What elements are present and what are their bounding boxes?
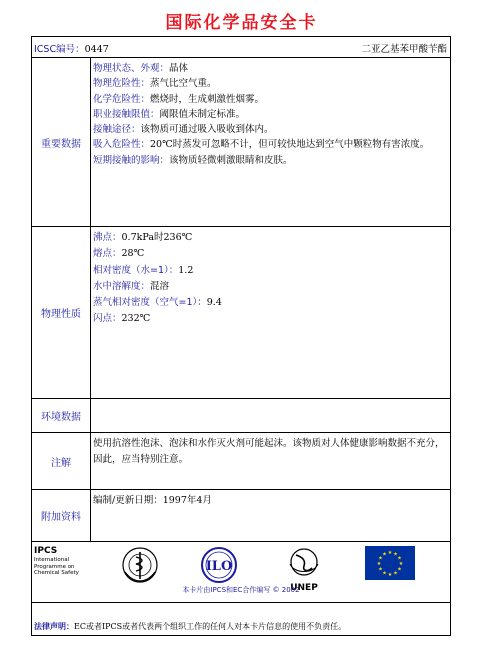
section-notes bbox=[32, 433, 450, 490]
section-important-data bbox=[32, 58, 450, 227]
section-content bbox=[91, 490, 450, 541]
prop-boiling-point: 沸点：0.7kPa时236℃ bbox=[93, 232, 193, 243]
eu-star-icon: ★ bbox=[382, 551, 387, 558]
section-label: 环境数据 bbox=[32, 399, 91, 432]
section-environment bbox=[32, 399, 450, 433]
svg-text:ILO: ILO bbox=[205, 559, 233, 574]
eu-star-icon: ★ bbox=[393, 551, 398, 558]
svg-text:UNEP: UNEP bbox=[290, 583, 318, 593]
section-label: 重要数据 bbox=[32, 58, 91, 226]
section-content bbox=[91, 58, 450, 226]
eu-star-icon: ★ bbox=[397, 555, 402, 562]
eu-star-icon: ★ bbox=[382, 570, 387, 577]
section-content bbox=[91, 399, 450, 432]
section-label: 注解 bbox=[32, 433, 91, 489]
prop-relative-density: 相对密度（水=1）：1.2 bbox=[93, 264, 194, 276]
section-content bbox=[91, 433, 450, 489]
icsc-number: ICSC编号：0447 bbox=[34, 44, 109, 55]
eu-star-icon: ★ bbox=[378, 555, 383, 562]
prop-melting-point: 熔点：28℃ bbox=[93, 248, 145, 260]
eu-star-icon: ★ bbox=[387, 550, 393, 556]
safety-card bbox=[31, 36, 451, 636]
update-date: 编制/更新日期：1997年4月 bbox=[93, 495, 212, 506]
section-physical-properties bbox=[32, 227, 450, 399]
item-chemical-hazard: 化学危险性：燃烧时，生成刺激性烟雾。 bbox=[93, 93, 265, 105]
prop-flash-point: 闪点：232℃ bbox=[93, 313, 151, 325]
notes-text: 使用抗溶性泡沫、泡沫和水作灭火剂可能起沫。该物质对人体健康影响数据不充分，因此，应当特别注意。 bbox=[93, 438, 445, 465]
item-short-term-effects: 短期接触的影响：该物质轻微刺激眼睛和皮肤。 bbox=[93, 154, 293, 166]
eu-star-icon: ★ bbox=[387, 572, 393, 578]
card-header bbox=[32, 37, 450, 58]
item-appearance: 物理状态、外观：晶体 bbox=[93, 63, 189, 74]
eu-star-icon: ★ bbox=[376, 561, 382, 567]
item-inhalation-hazard: 吸入危险性：20℃时蒸发可忽略不计，但可较快地达到空气中颗粒物有害浓度。 bbox=[93, 139, 430, 151]
who-emblem-icon bbox=[121, 546, 159, 584]
section-label: 附加资料 bbox=[32, 490, 91, 541]
section-content bbox=[91, 227, 450, 398]
prop-water-solubility: 水中溶解度：混溶 bbox=[93, 280, 170, 292]
cooperation-line: 本卡片由IPCS和EC合作编写 © 2002 bbox=[182, 586, 300, 594]
compound-name: 二亚乙基苯甲酸苄酯 bbox=[361, 44, 447, 55]
ipcs-logo: IPCS International Programme on Chemical Safety bbox=[34, 546, 79, 576]
legal-disclaimer: 法律声明：EC或者IPCS或者代表两个组织工作的任何人对本卡片信息的使用不负责任。 bbox=[34, 622, 347, 631]
section-label: 物理性质 bbox=[32, 227, 91, 398]
ilo-emblem-icon bbox=[200, 546, 238, 584]
prop-vapour-density: 蒸气相对密度（空气=1）：9.4 bbox=[93, 297, 222, 309]
eu-flag-icon bbox=[365, 546, 415, 580]
item-exposure-limit: 职业接触限值：阈限值未制定标准。 bbox=[93, 108, 246, 120]
eu-star-icon: ★ bbox=[393, 570, 398, 577]
eu-star-icon: ★ bbox=[398, 561, 404, 567]
section-extra bbox=[32, 490, 450, 542]
eu-star-icon: ★ bbox=[397, 566, 402, 573]
item-physical-hazard: 物理危险性：蒸气比空气重。 bbox=[93, 78, 217, 90]
card-title: 国际化学品安全卡 bbox=[165, 13, 318, 33]
eu-star-icon: ★ bbox=[378, 566, 383, 573]
item-exposure-route: 接触途径：该物质可通过吸入吸收到体内。 bbox=[93, 124, 274, 136]
